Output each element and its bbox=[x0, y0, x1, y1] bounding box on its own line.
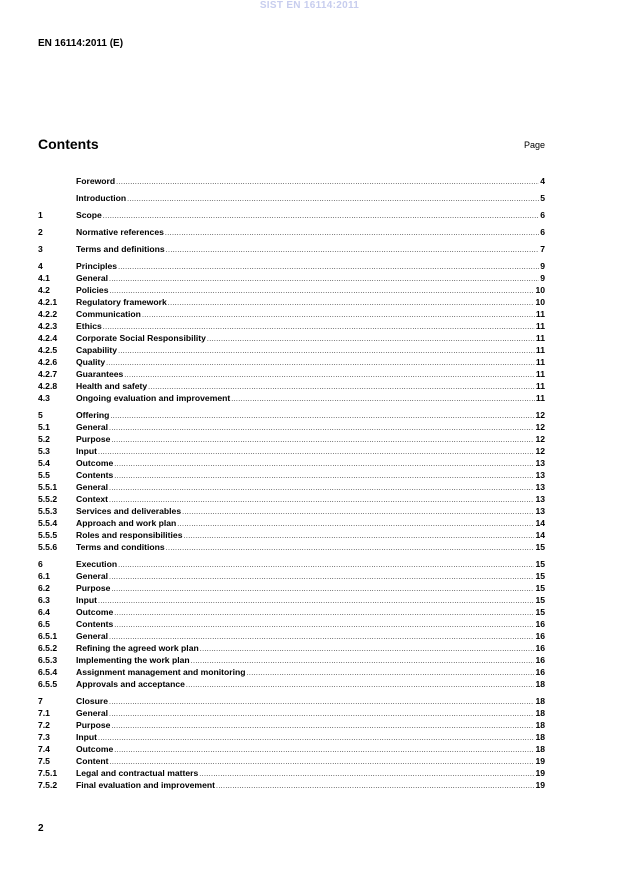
toc-leader-dots bbox=[114, 745, 534, 757]
toc-entry-page: 13 bbox=[535, 494, 545, 504]
toc-entry[interactable] bbox=[38, 296, 545, 308]
toc-entry-title: Outcome bbox=[76, 607, 114, 617]
toc-leader-dots bbox=[111, 435, 534, 447]
toc-entry[interactable] bbox=[38, 421, 545, 433]
toc-entry-page: 12 bbox=[535, 410, 545, 420]
toc-leader-dots bbox=[166, 543, 535, 555]
toc-entry-number: 4.2.2 bbox=[38, 309, 58, 319]
toc-entry-title: Outcome bbox=[76, 744, 114, 754]
toc-leader-dots bbox=[109, 483, 534, 495]
toc-entry-number: 7.4 bbox=[38, 744, 50, 754]
toc-leader-dots bbox=[116, 177, 539, 189]
toc-entry[interactable] bbox=[38, 380, 545, 392]
toc-entry[interactable] bbox=[38, 666, 545, 678]
toc-group bbox=[38, 695, 545, 791]
toc-entry-page: 12 bbox=[535, 422, 545, 432]
toc-entry-number: 4.2.6 bbox=[38, 357, 58, 367]
toc-leader-dots bbox=[186, 680, 535, 692]
toc-entry[interactable] bbox=[38, 767, 545, 779]
toc-entry-page: 10 bbox=[535, 285, 545, 295]
toc-entry-title: Health and safety bbox=[76, 381, 148, 391]
toc-entry-number: 6.5.2 bbox=[38, 643, 58, 653]
table-of-contents bbox=[38, 175, 545, 796]
toc-entry-title: Services and deliverables bbox=[76, 506, 182, 516]
page-column-label: Page bbox=[523, 140, 545, 150]
toc-leader-dots bbox=[109, 286, 534, 298]
toc-group bbox=[38, 192, 545, 204]
toc-entry[interactable] bbox=[38, 606, 545, 618]
toc-entry-page: 19 bbox=[535, 768, 545, 778]
toc-entry[interactable] bbox=[38, 175, 545, 187]
toc-entry-page: 11 bbox=[535, 381, 545, 391]
toc-entry-number: 5.5 bbox=[38, 470, 50, 480]
toc-entry-page: 15 bbox=[535, 595, 545, 605]
toc-entry-number: 7.3 bbox=[38, 732, 50, 742]
toc-entry-page: 18 bbox=[535, 720, 545, 730]
toc-entry-page: 11 bbox=[535, 321, 545, 331]
toc-entry-number: 6.5.4 bbox=[38, 667, 58, 677]
toc-entry[interactable] bbox=[38, 505, 545, 517]
toc-leader-dots bbox=[165, 228, 539, 240]
toc-entry-number: 5 bbox=[38, 410, 43, 420]
toc-leader-dots bbox=[109, 423, 534, 435]
toc-entry[interactable] bbox=[38, 392, 545, 404]
toc-group bbox=[38, 243, 545, 255]
toc-entry-title: Content bbox=[76, 756, 109, 766]
toc-entry-page: 9 bbox=[540, 273, 545, 283]
toc-entry-title: Regulatory framework bbox=[76, 297, 167, 307]
toc-group bbox=[38, 558, 545, 690]
toc-entry-page: 14 bbox=[535, 518, 545, 528]
toc-entry-number: 4.2.3 bbox=[38, 321, 58, 331]
toc-entry-title: Closure bbox=[76, 696, 108, 706]
toc-entry[interactable] bbox=[38, 192, 545, 204]
toc-entry-number: 5.5.1 bbox=[38, 482, 58, 492]
toc-entry[interactable] bbox=[38, 209, 545, 221]
toc-entry-page: 15 bbox=[535, 583, 545, 593]
toc-leader-dots bbox=[184, 531, 535, 543]
toc-group bbox=[38, 260, 545, 404]
toc-leader-dots bbox=[168, 298, 535, 310]
document-identifier: EN 16114:2011 (E) bbox=[38, 38, 124, 49]
toc-group bbox=[38, 226, 545, 238]
toc-entry[interactable] bbox=[38, 570, 545, 582]
toc-entry-number: 6 bbox=[38, 559, 43, 569]
toc-entry-number: 4.3 bbox=[38, 393, 50, 403]
toc-entry-number: 4.2.5 bbox=[38, 345, 58, 355]
toc-entry-title: General bbox=[76, 571, 109, 581]
toc-entry[interactable] bbox=[38, 284, 545, 296]
toc-entry[interactable] bbox=[38, 779, 545, 791]
toc-leader-dots bbox=[110, 411, 534, 423]
toc-leader-dots bbox=[199, 769, 534, 781]
toc-entry[interactable] bbox=[38, 654, 545, 666]
toc-entry[interactable] bbox=[38, 243, 545, 255]
toc-entry-number: 5.1 bbox=[38, 422, 50, 432]
toc-entry-page: 11 bbox=[535, 393, 545, 403]
toc-entry-page: 18 bbox=[535, 732, 545, 742]
toc-entry-title: Offering bbox=[76, 410, 110, 420]
toc-entry-page: 10 bbox=[535, 297, 545, 307]
toc-entry[interactable] bbox=[38, 642, 545, 654]
toc-entry-number: 3 bbox=[38, 244, 43, 254]
toc-leader-dots bbox=[111, 721, 534, 733]
toc-entry-number: 4.2.1 bbox=[38, 297, 58, 307]
page-title: Contents bbox=[38, 136, 99, 152]
toc-entry-number: 7.2 bbox=[38, 720, 50, 730]
toc-entry-title: Communication bbox=[76, 309, 141, 319]
toc-entry-title: General bbox=[76, 631, 109, 641]
toc-entry[interactable] bbox=[38, 541, 545, 553]
toc-entry-title: Foreword bbox=[76, 176, 116, 186]
toc-entry-title: Assignment management and monitoring bbox=[76, 667, 246, 677]
toc-entry[interactable] bbox=[38, 260, 545, 272]
toc-entry-number: 5.4 bbox=[38, 458, 50, 468]
toc-entry[interactable] bbox=[38, 356, 545, 368]
toc-entry-number: 6.5 bbox=[38, 619, 50, 629]
toc-entry-number: 4.2.4 bbox=[38, 333, 58, 343]
toc-entry-page: 19 bbox=[535, 780, 545, 790]
toc-entry[interactable] bbox=[38, 755, 545, 767]
toc-leader-dots bbox=[111, 584, 534, 596]
toc-leader-dots bbox=[177, 519, 534, 531]
toc-leader-dots bbox=[98, 447, 534, 459]
toc-entry-title: Introduction bbox=[76, 193, 127, 203]
toc-leader-dots bbox=[106, 358, 535, 370]
toc-entry-number: 7.5 bbox=[38, 756, 50, 766]
toc-entry-page: 19 bbox=[535, 756, 545, 766]
toc-entry-page: 15 bbox=[535, 542, 545, 552]
toc-entry-title: Roles and responsibilities bbox=[76, 530, 183, 540]
toc-leader-dots bbox=[114, 459, 534, 471]
toc-leader-dots bbox=[124, 370, 535, 382]
toc-entry-number: 7 bbox=[38, 696, 43, 706]
toc-entry[interactable] bbox=[38, 695, 545, 707]
toc-entry-number: 5.5.4 bbox=[38, 518, 58, 528]
toc-entry-title: Corporate Social Responsibility bbox=[76, 333, 206, 343]
toc-entry[interactable] bbox=[38, 308, 545, 320]
toc-entry[interactable] bbox=[38, 594, 545, 606]
toc-entry-page: 11 bbox=[535, 357, 545, 367]
toc-entry-title: Capability bbox=[76, 345, 118, 355]
toc-group bbox=[38, 209, 545, 221]
toc-entry-page: 15 bbox=[535, 571, 545, 581]
toc-entry-page: 13 bbox=[535, 482, 545, 492]
toc-leader-dots bbox=[109, 709, 534, 721]
toc-entry-number: 6.5.5 bbox=[38, 679, 58, 689]
toc-entry-title: Input bbox=[76, 595, 97, 605]
toc-entry[interactable] bbox=[38, 731, 545, 743]
toc-leader-dots bbox=[142, 310, 535, 322]
toc-entry-title: Implementing the work plan bbox=[76, 655, 190, 665]
toc-entry-title: General bbox=[76, 708, 109, 718]
toc-entry[interactable] bbox=[38, 332, 545, 344]
toc-entry-number: 4 bbox=[38, 261, 43, 271]
toc-leader-dots bbox=[166, 245, 540, 257]
toc-entry[interactable] bbox=[38, 719, 545, 731]
toc-entry[interactable] bbox=[38, 582, 545, 594]
toc-leader-dots bbox=[98, 733, 534, 745]
toc-entry[interactable] bbox=[38, 344, 545, 356]
toc-entry-page: 18 bbox=[535, 679, 545, 689]
toc-entry-number: 6.3 bbox=[38, 595, 50, 605]
toc-entry-page: 14 bbox=[535, 530, 545, 540]
toc-entry-title: Terms and definitions bbox=[76, 244, 165, 254]
toc-entry-number: 4.2 bbox=[38, 285, 50, 295]
toc-entry-number: 6.2 bbox=[38, 583, 50, 593]
toc-entry[interactable] bbox=[38, 226, 545, 238]
toc-entry-page: 7 bbox=[540, 244, 545, 254]
toc-entry-page: 9 bbox=[540, 261, 545, 271]
toc-entry-title: Scope bbox=[76, 210, 102, 220]
toc-entry-page: 11 bbox=[535, 309, 545, 319]
toc-entry-title: Purpose bbox=[76, 434, 111, 444]
toc-entry-page: 16 bbox=[535, 631, 545, 641]
toc-entry-title: Refining the agreed work plan bbox=[76, 643, 199, 653]
toc-entry-number: 5.5.5 bbox=[38, 530, 58, 540]
toc-leader-dots bbox=[127, 194, 539, 206]
toc-entry[interactable] bbox=[38, 493, 545, 505]
toc-entry-page: 13 bbox=[535, 470, 545, 480]
toc-entry[interactable] bbox=[38, 630, 545, 642]
toc-leader-dots bbox=[103, 211, 539, 223]
toc-entry-number: 4.2.7 bbox=[38, 369, 58, 379]
toc-entry-title: Final evaluation and improvement bbox=[76, 780, 215, 790]
page-number: 2 bbox=[38, 823, 44, 834]
toc-entry-page: 6 bbox=[540, 227, 545, 237]
toc-entry-page: 11 bbox=[535, 369, 545, 379]
toc-leader-dots bbox=[109, 572, 534, 584]
toc-leader-dots bbox=[114, 620, 534, 632]
toc-entry[interactable] bbox=[38, 678, 545, 690]
toc-entry-number: 5.5.3 bbox=[38, 506, 58, 516]
toc-entry[interactable] bbox=[38, 368, 545, 380]
toc-entry-page: 6 bbox=[540, 210, 545, 220]
toc-entry[interactable] bbox=[38, 618, 545, 630]
toc-entry-number: 6.5.3 bbox=[38, 655, 58, 665]
toc-entry-title: Input bbox=[76, 732, 97, 742]
toc-entry[interactable] bbox=[38, 409, 545, 421]
watermark: SIST EN 16114:2011 bbox=[259, 0, 360, 11]
toc-leader-dots bbox=[118, 560, 534, 572]
toc-entry-title: Legal and contractual matters bbox=[76, 768, 199, 778]
toc-entry-number: 6.1 bbox=[38, 571, 50, 581]
toc-entry-page: 18 bbox=[535, 744, 545, 754]
toc-leader-dots bbox=[182, 507, 534, 519]
toc-leader-dots bbox=[118, 346, 535, 358]
toc-entry-page: 16 bbox=[535, 655, 545, 665]
toc-entry[interactable] bbox=[38, 529, 545, 541]
toc-entry-title: Normative references bbox=[76, 227, 164, 237]
toc-entry-title: General bbox=[76, 422, 109, 432]
toc-entry-title: Input bbox=[76, 446, 97, 456]
toc-entry-number: 7.5.2 bbox=[38, 780, 58, 790]
toc-entry-page: 18 bbox=[535, 696, 545, 706]
toc-entry-title: Ongoing evaluation and improvement bbox=[76, 393, 231, 403]
toc-entry-title: Contents bbox=[76, 619, 114, 629]
toc-leader-dots bbox=[207, 334, 535, 346]
toc-entry[interactable] bbox=[38, 707, 545, 719]
toc-entry-title: Policies bbox=[76, 285, 109, 295]
toc-entry-number: 1 bbox=[38, 210, 43, 220]
toc-entry-page: 12 bbox=[535, 446, 545, 456]
toc-leader-dots bbox=[109, 697, 534, 709]
toc-leader-dots bbox=[231, 394, 535, 406]
toc-entry-number: 5.2 bbox=[38, 434, 50, 444]
toc-leader-dots bbox=[216, 781, 534, 793]
toc-entry-page: 13 bbox=[535, 506, 545, 516]
toc-entry-title: Outcome bbox=[76, 458, 114, 468]
toc-entry-number: 5.5.6 bbox=[38, 542, 58, 552]
toc-entry-number: 6.4 bbox=[38, 607, 50, 617]
toc-group bbox=[38, 409, 545, 553]
toc-entry[interactable] bbox=[38, 320, 545, 332]
toc-entry-title: Approvals and acceptance bbox=[76, 679, 185, 689]
toc-entry-page: 16 bbox=[535, 619, 545, 629]
toc-entry-page: 12 bbox=[535, 434, 545, 444]
toc-entry-number: 6.5.1 bbox=[38, 631, 58, 641]
toc-entry-title: Terms and conditions bbox=[76, 542, 165, 552]
toc-entry-number: 7.1 bbox=[38, 708, 50, 718]
toc-entry-page: 16 bbox=[535, 667, 545, 677]
toc-entry-page: 15 bbox=[535, 607, 545, 617]
toc-leader-dots bbox=[118, 262, 539, 274]
toc-entry[interactable] bbox=[38, 457, 545, 469]
toc-entry-title: Context bbox=[76, 494, 108, 504]
toc-entry-title: Purpose bbox=[76, 720, 111, 730]
toc-entry[interactable] bbox=[38, 445, 545, 457]
toc-entry-page: 11 bbox=[535, 333, 545, 343]
toc-entry-title: Approach and work plan bbox=[76, 518, 177, 528]
toc-entry-page: 18 bbox=[535, 708, 545, 718]
toc-entry-number: 2 bbox=[38, 227, 43, 237]
toc-leader-dots bbox=[98, 596, 534, 608]
toc-entry-page: 13 bbox=[535, 458, 545, 468]
toc-entry[interactable] bbox=[38, 743, 545, 755]
toc-entry-number: 5.3 bbox=[38, 446, 50, 456]
toc-entry-title: Contents bbox=[76, 470, 114, 480]
toc-entry[interactable] bbox=[38, 469, 545, 481]
toc-leader-dots bbox=[109, 274, 539, 286]
toc-entry-title: Guarantees bbox=[76, 369, 124, 379]
toc-entry-page: 4 bbox=[540, 176, 545, 186]
toc-entry[interactable] bbox=[38, 272, 545, 284]
toc-entry-number: 7.5.1 bbox=[38, 768, 58, 778]
toc-leader-dots bbox=[114, 471, 534, 483]
toc-entry-page: 15 bbox=[535, 559, 545, 569]
toc-entry[interactable] bbox=[38, 433, 545, 445]
toc-entry-number: 4.1 bbox=[38, 273, 50, 283]
toc-entry[interactable] bbox=[38, 558, 545, 570]
toc-entry-title: General bbox=[76, 482, 109, 492]
toc-entry[interactable] bbox=[38, 481, 545, 493]
toc-leader-dots bbox=[200, 644, 535, 656]
toc-entry-number: 5.5.2 bbox=[38, 494, 58, 504]
toc-entry-title: Execution bbox=[76, 559, 118, 569]
toc-entry-title: Purpose bbox=[76, 583, 111, 593]
toc-entry-title: Principles bbox=[76, 261, 118, 271]
toc-leader-dots bbox=[114, 608, 534, 620]
toc-entry-page: 16 bbox=[535, 643, 545, 653]
toc-entry-title: General bbox=[76, 273, 109, 283]
toc-entry[interactable] bbox=[38, 517, 545, 529]
toc-entry-page: 5 bbox=[540, 193, 545, 203]
toc-leader-dots bbox=[247, 668, 535, 680]
toc-group bbox=[38, 175, 545, 187]
toc-entry-number: 4.2.8 bbox=[38, 381, 58, 391]
toc-entry-title: Quality bbox=[76, 357, 106, 367]
toc-entry-title: Ethics bbox=[76, 321, 102, 331]
toc-entry-page: 11 bbox=[535, 345, 545, 355]
